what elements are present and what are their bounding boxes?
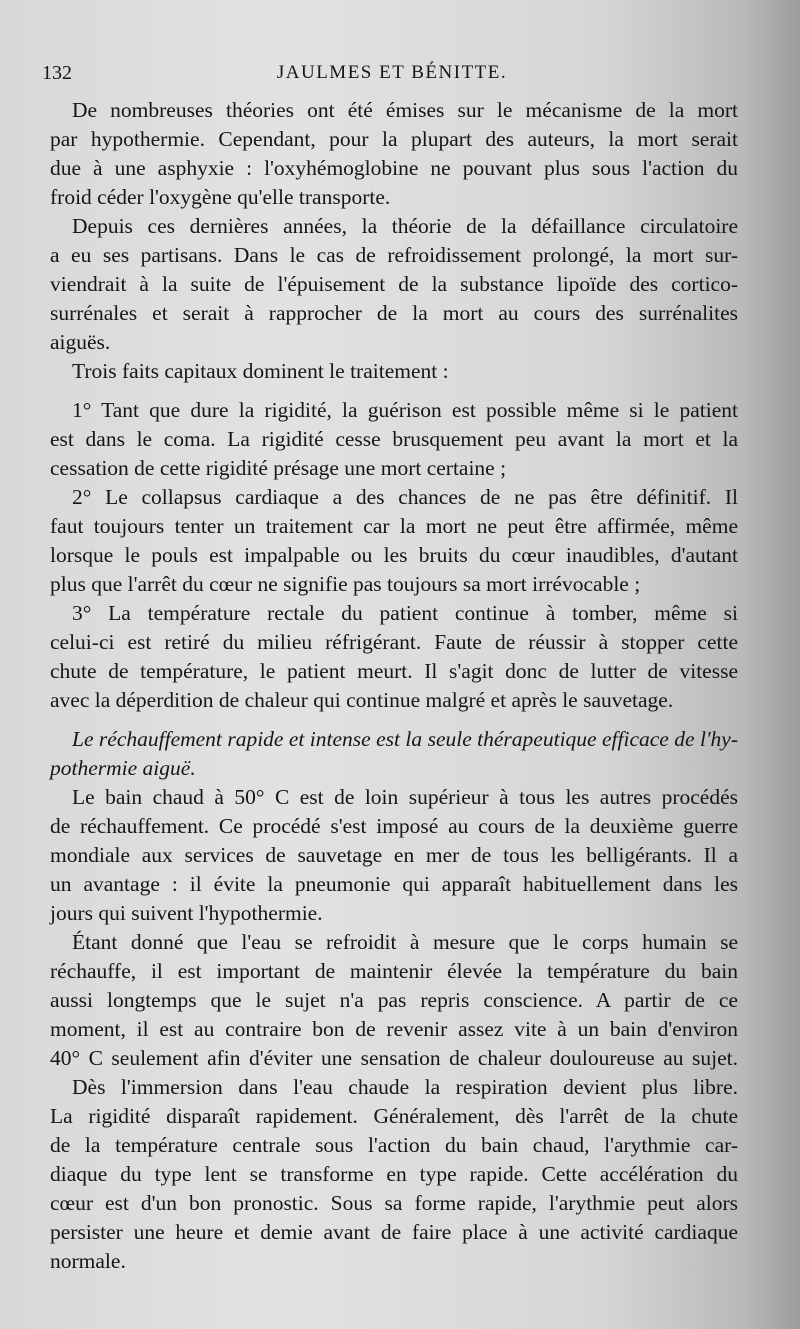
text-line: normale. <box>50 1249 126 1273</box>
list-item <box>50 483 738 599</box>
text-line: lorsque le pouls est impalpable ou les bruits du cœur inaudibles, d'autant <box>50 543 738 567</box>
page-number: 132 <box>42 62 72 84</box>
text-line: de réchauffement. Ce procédé s'est imposé au cours de la deuxième guerre <box>50 814 738 838</box>
list-item <box>50 599 738 715</box>
text-line: pothermie aiguë. <box>50 756 196 780</box>
text-line: chute de température, le patient meurt. Il s'agit donc de lutter de vitesse <box>50 659 738 683</box>
paragraph <box>50 212 738 357</box>
text-line: un avantage : il évite la pneumonie qui apparaît habituellement dans les <box>50 872 738 896</box>
text-line: La rigidité disparaît rapidement. Généralement, dès l'arrêt de la chute <box>50 1104 738 1128</box>
text-line: surrénales et serait à rapprocher de la mort au cours des surrénalites <box>50 301 738 325</box>
text-line: jours qui suivent l'hypothermie. <box>50 901 323 925</box>
paragraph <box>50 1073 738 1276</box>
text-line: celui-ci est retiré du milieu réfrigérant. Faute de réussir à stopper cette <box>50 630 738 654</box>
paragraph <box>50 928 738 1073</box>
text-line: est dans le coma. La rigidité cesse brusquement peu avant la mort et la <box>50 427 738 451</box>
text-line: Le réchauffement rapide et intense est la seule thérapeutique efficace de l'hy- <box>72 727 738 751</box>
text-line: moment, il est au contraire bon de revenir assez vite à un bain d'environ <box>50 1017 738 1041</box>
paragraph <box>50 783 738 928</box>
text-line: De nombreuses théories ont été émises sur le mécanisme de la mort <box>72 98 738 122</box>
text-line: 2° Le collapsus cardiaque a des chances de ne pas être définitif. Il <box>72 485 738 509</box>
text-line: plus que l'arrêt du cœur ne signifie pas toujours sa mort irrévocable ; <box>50 572 641 596</box>
text-line: froid céder l'oxygène qu'elle transporte. <box>50 185 391 209</box>
text-line: cessation de cette rigidité présage une mort certaine ; <box>50 456 507 480</box>
text-line: de la température centrale sous l'action du bain chaud, l'arythmie car- <box>50 1133 738 1157</box>
text-line: aussi longtemps que le sujet n'a pas repris conscience. A partir de ce <box>50 988 738 1012</box>
text-line: Étant donné que l'eau se refroidit à mesure que le corps humain se <box>72 930 738 954</box>
list-item <box>50 396 738 483</box>
page-header <box>42 62 742 92</box>
body-text <box>50 96 738 1276</box>
text-line: diaque du type lent se transforme en type rapide. Cette accélération du <box>50 1162 738 1186</box>
text-line: faut toujours tenter un traitement car la mort ne peut être affirmée, même <box>50 514 738 538</box>
text-line: due à une asphyxie : l'oxyhémoglobine ne pouvant plus sous l'action du <box>50 156 738 180</box>
text-line: Le bain chaud à 50° C est de loin supérieur à tous les autres procédés <box>72 785 738 809</box>
text-line: par hypothermie. Cependant, pour la plupart des auteurs, la mort serait <box>50 127 738 151</box>
text-line: aiguës. <box>50 330 111 354</box>
text-line: persister une heure et demie avant de faire place à une activité cardiaque <box>50 1220 738 1244</box>
text-line: Dès l'immersion dans l'eau chaude la respiration devient plus libre. <box>72 1075 738 1099</box>
text-line: mondiale aux services de sauvetage en mer de tous les belligérants. Il a <box>50 843 738 867</box>
text-line: 40° C seulement afin d'éviter une sensation de chaleur douloureuse au sujet. <box>50 1046 738 1070</box>
text-line: Depuis ces dernières années, la théorie de la défaillance circulatoire <box>72 214 738 238</box>
text-line: réchauffe, il est important de maintenir élevée la température du bain <box>50 959 738 983</box>
text-line: a eu ses partisans. Dans le cas de refroidissement prolongé, la mort sur- <box>50 243 738 267</box>
emphasis-paragraph <box>50 725 738 783</box>
running-head: JAULMES ET BÉNITTE. <box>276 62 508 83</box>
text-line: cœur est d'un bon pronostic. Sous sa forme rapide, l'arythmie peut alors <box>50 1191 738 1215</box>
text-line: avec la déperdition de chaleur qui continue malgré et après le sauvetage. <box>50 688 674 712</box>
text-line: 1° Tant que dure la rigidité, la guérison est possible même si le patient <box>72 398 738 422</box>
text-line: 3° La température rectale du patient continue à tomber, même si <box>72 601 738 625</box>
text-line: Trois faits capitaux dominent le traitement : <box>72 359 449 383</box>
paragraph <box>50 96 738 212</box>
text-line: viendrait à la suite de l'épuisement de la substance lipoïde des cortico- <box>50 272 738 296</box>
paragraph <box>50 357 738 386</box>
